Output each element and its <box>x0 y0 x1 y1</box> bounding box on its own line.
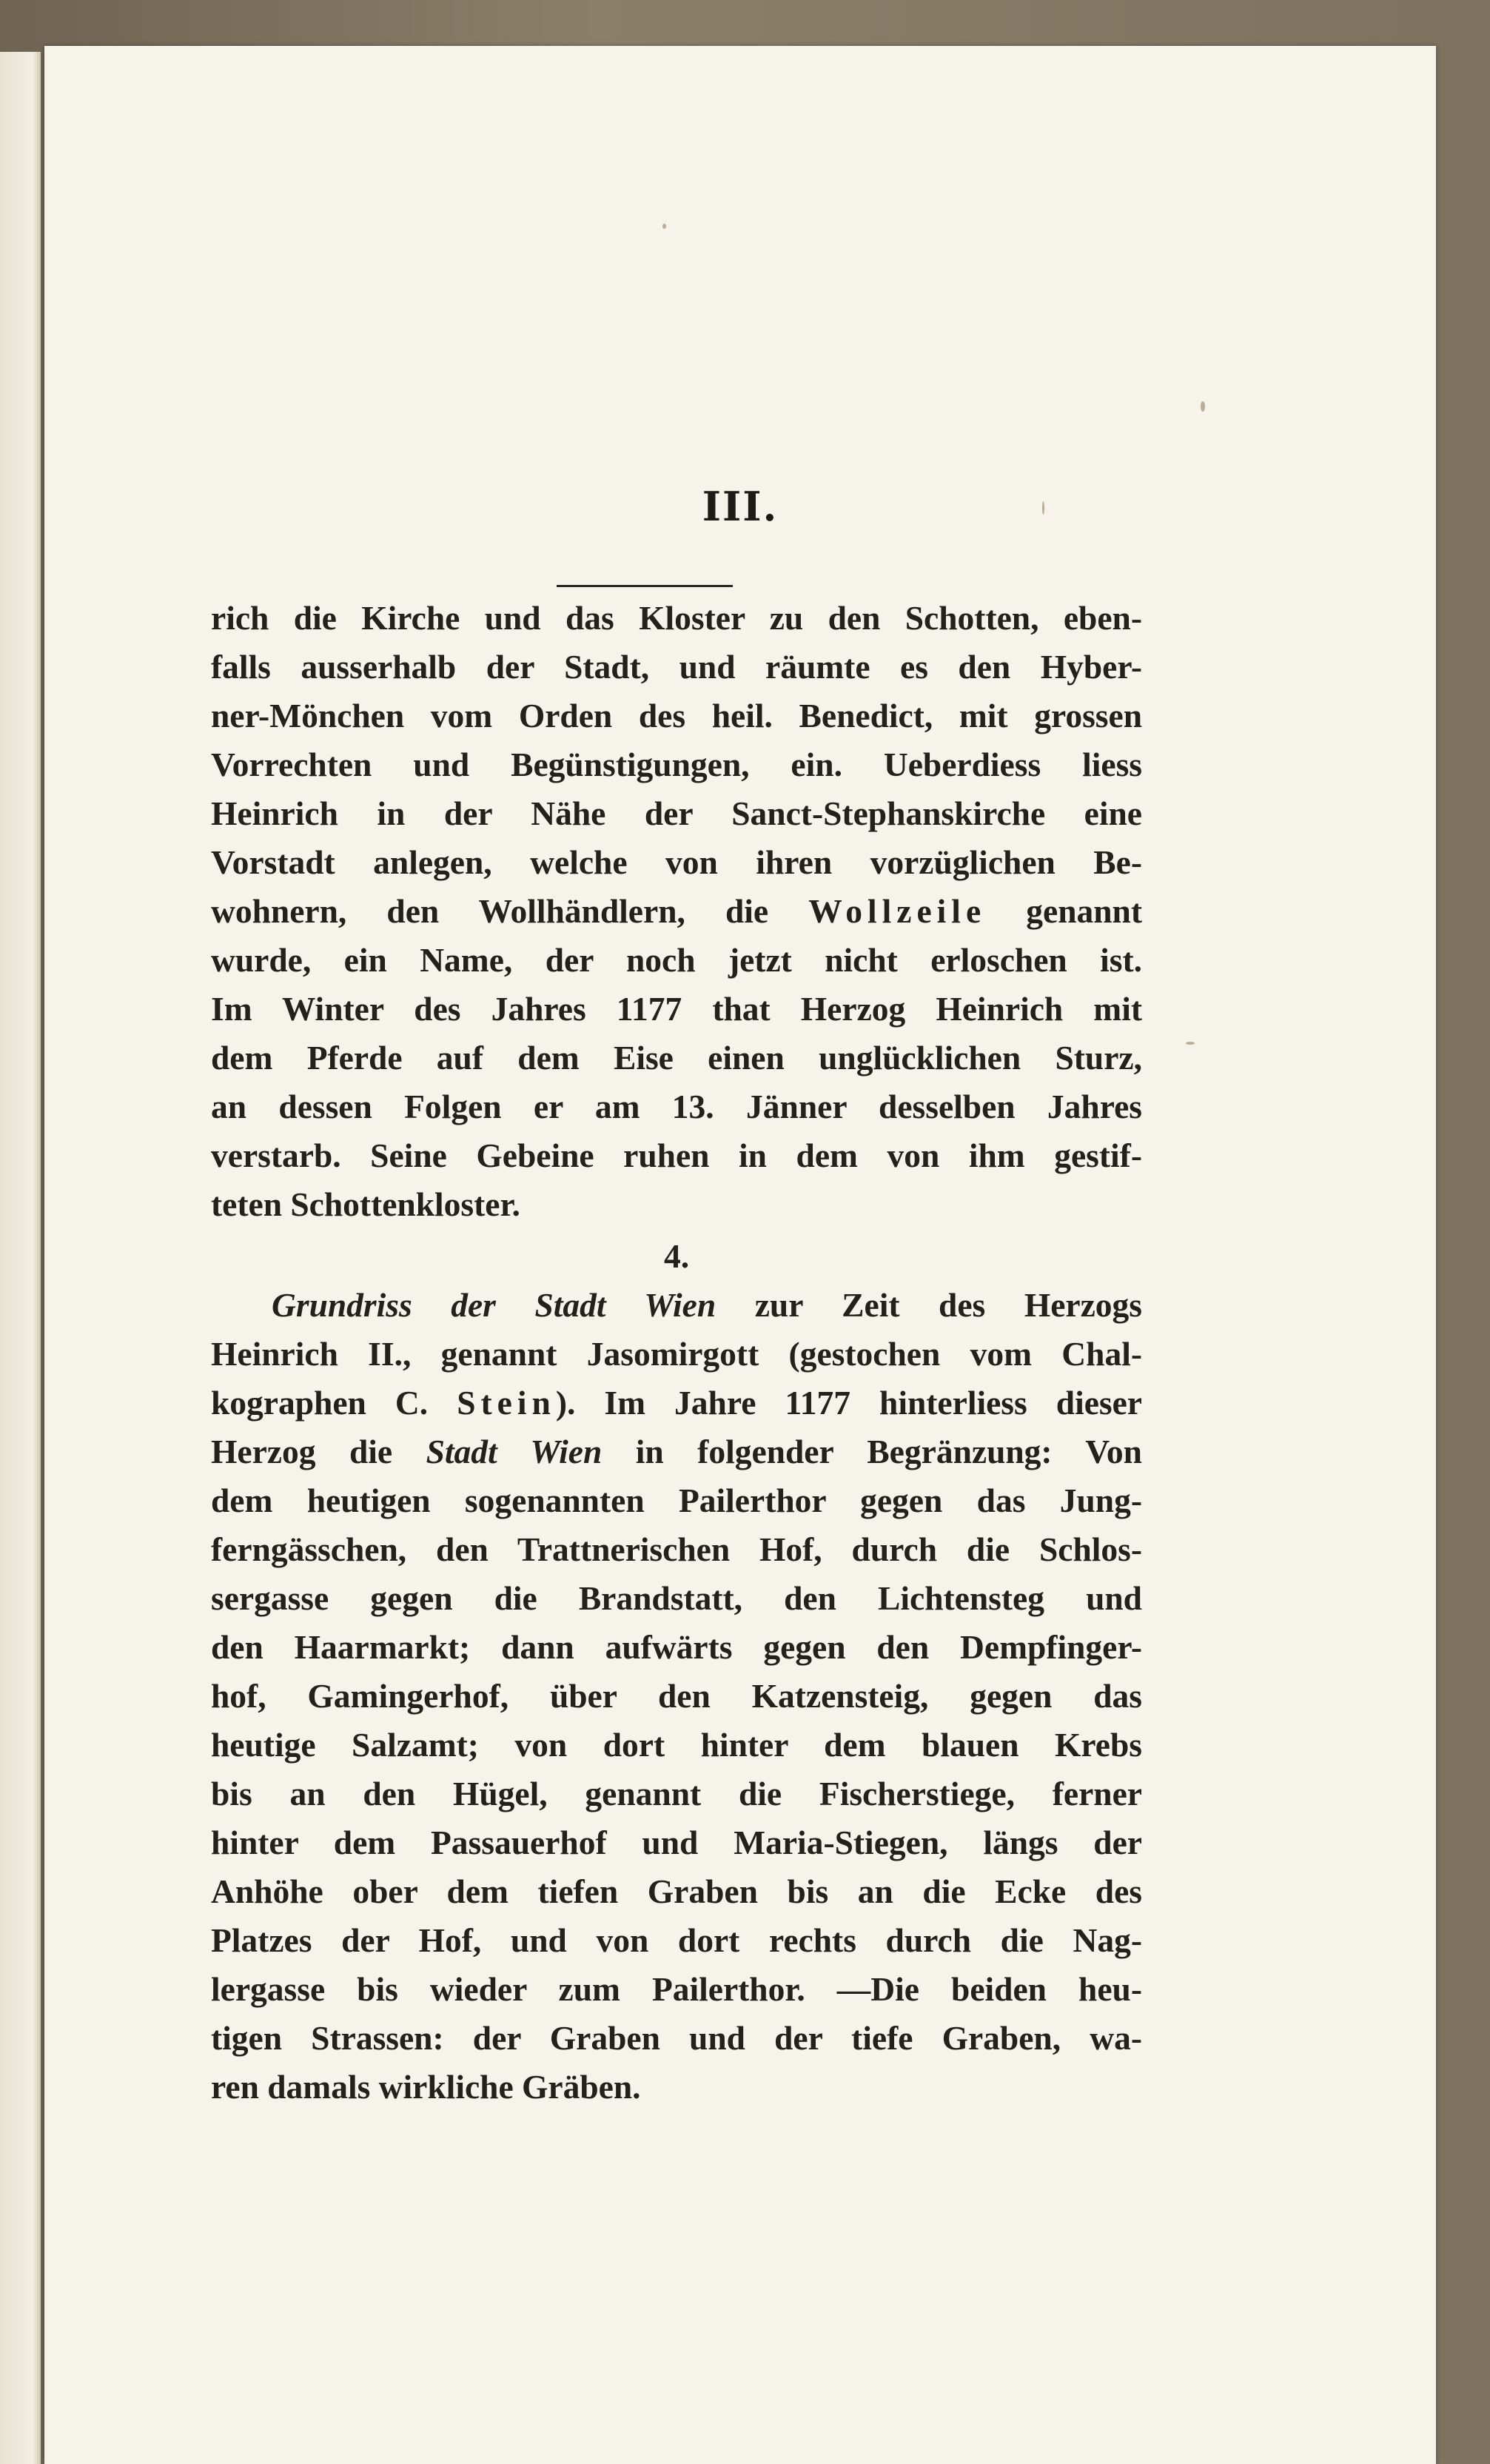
text-line: lergasse bis wieder zum Pailerthor. —Die beiden heu- <box>211 1970 1142 2008</box>
text-line: Vorstadt anlegen, welche von ihren vorzüglichen Be- <box>211 843 1142 881</box>
text-segment: ). Im Jahre 1177 hinterliess dieser <box>555 1384 1143 1422</box>
italic-term: Grundriss der Stadt Wien <box>272 1286 717 1324</box>
text-line: sergasse gegen die Brandstatt, den Lichtensteg und <box>211 1579 1142 1617</box>
text-line: ferngässchen, den Trattnerischen Hof, durch die Schlos- <box>211 1530 1142 1568</box>
body-text <box>211 594 1142 2112</box>
text-line: wurde, ein Name, der noch jetzt nicht erloschen ist. <box>211 941 1142 979</box>
section-number: 4. <box>663 1237 690 1275</box>
text-line: tigen Strassen: der Graben und der tiefe Graben, wa- <box>211 2019 1142 2057</box>
text-segment: Herzog die <box>211 1433 426 1470</box>
text-line: Vorrechten und Begünstigungen, ein. Ueberdiess liess <box>211 746 1142 783</box>
previous-page-edge <box>0 52 41 2464</box>
italic-term: Stadt Wien <box>426 1433 603 1470</box>
text-line: Heinrich II., genannt Jasomirgott (gestochen vom Chal- <box>211 1335 1142 1373</box>
text-line: hof, Gamingerhof, über den Katzensteig, gegen das <box>211 1677 1142 1715</box>
paper-speck <box>662 224 666 229</box>
page-number: III. <box>702 483 779 530</box>
text-line: Platzes der Hof, und von dort rechts durch die Nag- <box>211 1921 1142 1959</box>
text-line: teten Schottenkloster. <box>211 1185 520 1223</box>
text-line <box>211 1281 1142 1330</box>
text-line: den Haarmarkt; dann aufwärts gegen den Dempfinger- <box>211 1628 1142 1666</box>
text-line: heutige Salzamt; von dort hinter dem blauen Krebs <box>211 1726 1142 1764</box>
text-line: dem heutigen sogenannten Pailerthor gegen das Jung- <box>211 1482 1142 1519</box>
text-line: ner-Mönchen vom Orden des heil. Benedict, mit grossen <box>211 697 1142 734</box>
text-line: Heinrich in der Nähe der Sanct-Stephanskirche eine <box>211 794 1142 832</box>
page-header <box>44 483 1436 530</box>
spaced-term: Wollzeile <box>808 892 987 930</box>
text-segment: wohnern, den Wollhändlern, die <box>211 892 809 930</box>
text-segment: in folgender Begränzung: Von <box>602 1433 1142 1470</box>
text-line <box>211 1427 1142 1476</box>
book-page <box>44 46 1436 2464</box>
text-line: dem Pferde auf dem Eise einen unglücklichen Sturz, <box>211 1039 1142 1077</box>
text-segment: kographen C. <box>211 1384 457 1422</box>
paper-speck <box>1201 401 1205 412</box>
text-line <box>211 1379 1142 1427</box>
text-line: Anhöhe ober dem tiefen Graben bis an die Ecke des <box>211 1872 1142 1910</box>
text-line <box>211 887 1142 936</box>
text-line: ren damals wirkliche Gräben. <box>211 2068 641 2106</box>
text-line: falls ausserhalb der Stadt, und räumte es den Hyber- <box>211 648 1142 686</box>
text-line: bis an den Hügel, genannt die Fischerstiege, ferner <box>211 1775 1142 1812</box>
text-line: verstarb. Seine Gebeine ruhen in dem von ihm gestif- <box>211 1136 1142 1174</box>
paper-speck <box>1186 1042 1195 1045</box>
text-line: hinter dem Passauerhof und Maria-Stiegen, längs der <box>211 1824 1142 1861</box>
text-line: Im Winter des Jahres 1177 that Herzog Heinrich mit <box>211 990 1142 1028</box>
text-line: rich die Kirche und das Kloster zu den Schotten, eben- <box>211 599 1142 637</box>
text-line: an dessen Folgen er am 13. Jänner desselben Jahres <box>211 1088 1142 1125</box>
spaced-term: Stein <box>457 1384 556 1422</box>
text-segment: genannt <box>986 892 1143 930</box>
header-rule <box>557 585 733 587</box>
text-segment: zur Zeit des Herzogs <box>716 1286 1143 1324</box>
